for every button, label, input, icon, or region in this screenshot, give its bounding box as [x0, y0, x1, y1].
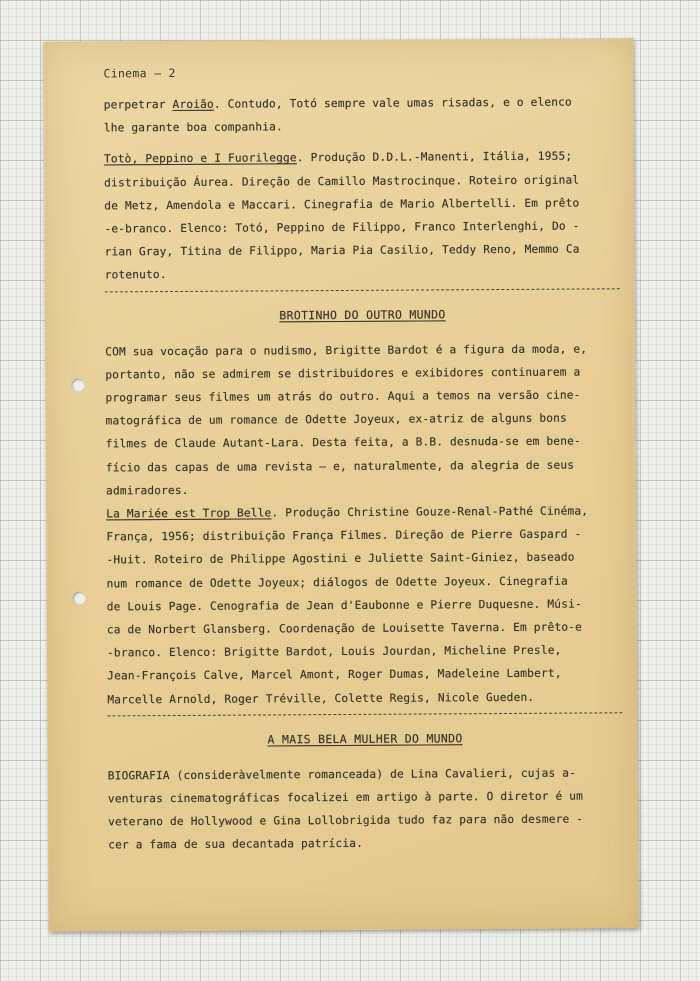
review-paragraph [108, 761, 621, 857]
text-line: rian Gray, Titina de Filippo, Maria Pia Casilio, Teddy Reno, Memmo Ca [104, 242, 580, 259]
credits-paragraph-2 [106, 499, 619, 711]
text-line: de Louis Page. Cenografia de Jean d'Eaubonne e Pierre Duquesne. Músi- [106, 597, 582, 614]
text-line: Marcelle Arnold, Roger Tréville, Colette Regis, Nicole Gueden. [107, 690, 535, 707]
text-line: veterano de Hollywood e Gina Lollobrigida tudo faz para não desmere - [108, 812, 584, 829]
text-line: BIOGRAFIA (consideràvelmente romanceada) de Lina Cavalieri, cujas a- [107, 766, 577, 783]
film-title: La Mariée est Trop Belle [106, 506, 272, 521]
text-line: Totò, Peppino e I Fuorilegge. Produção D.D.L.-Manenti, Itália, 1955; [103, 149, 573, 166]
section-divider [107, 712, 622, 716]
text-line: Jean-François Calve, Marcel Amont, Roger Dumas, Madeleine Lambert, [107, 667, 562, 683]
text-line: filmes de Claude Autant-Lara. Desta feita, a B.B. desnuda-se em bene- [105, 434, 581, 451]
punch-hole [71, 379, 84, 392]
paragraph-1 [104, 90, 616, 140]
text-line: matográfica de um romance de Odette Joyeux, ex-atriz de alguns bons [105, 411, 567, 428]
text-line: programar seus filmes um atrás do outro. Aqui a temos na versão cine- [105, 388, 581, 405]
text-line: -branco. Elenco: Brigitte Bardot, Louis Jourdan, Micheline Presle, [106, 643, 562, 660]
credits-paragraph-1 [104, 145, 617, 287]
text-line: lhe garante boa companhia. [103, 120, 283, 135]
text-line: La Mariée est Trop Belle. Produção Christine Gouze-Renal-Pathé Cinéma, [106, 504, 589, 521]
film-title: Aroião [172, 97, 214, 112]
text-line: portanto, não se admirem se distribuidores e exibidores continuarem a [105, 365, 581, 382]
text-line: distribuição Áurea. Direção de Camillo Mastrocinque. Roteiro original [104, 173, 580, 190]
section-divider [105, 288, 620, 292]
text-line: COM sua vocação para o nudismo, Brigitte Bardot é a figura da moda, e, [105, 342, 588, 359]
text-line: rotenuto. [104, 268, 167, 282]
section-heading: BROTINHO DO OUTRO MUNDO [279, 306, 446, 322]
text-line: perpetrar Aroião. Contudo, Totó sempre vale umas risadas, e o elenco [103, 95, 572, 112]
text-line: ca de Norbert Glansberg. Coordenação de Louisette Taverna. Em prêto-e [106, 620, 583, 637]
film-title: Totò, Peppino e I Fuorilegge [103, 151, 297, 166]
text-line: cer a fama de sua decantada patrícia. [108, 837, 363, 852]
text-line: fício das capas de uma revista — e, naturalmente, da alegria de seus [105, 458, 575, 475]
page-header: Cinema – 2 [103, 66, 176, 81]
text-line: de Metz, Amendola e Maccari. Cinegrafia de Mario Albertelli. Em prêto [104, 196, 580, 213]
text-line: França, 1956; distribuição França Filmes. Direção de Pierre Gaspard - [106, 527, 582, 544]
text-line: num romance de Odette Joyeux; diálogos de Odette Joyeux. Cinegrafia [106, 574, 568, 591]
text-line: admiradores. [105, 483, 189, 498]
punch-hole [73, 592, 86, 605]
text-line: venturas cinematográficas focalizei em artigo à parte. O diretor é um [107, 789, 584, 806]
review-paragraph [105, 337, 618, 503]
typed-sheet [43, 38, 638, 932]
text-line: -e-branco. Elenco: Totó, Peppino de Filippo, Franco Interlenghi, Do - [104, 219, 580, 236]
text-line: -Huit. Roteiro de Philippe Agostini e Juliette Saint-Giniez, baseado [106, 551, 575, 567]
section-heading: A MAIS BELA MULHER DO MUNDO [267, 731, 463, 747]
